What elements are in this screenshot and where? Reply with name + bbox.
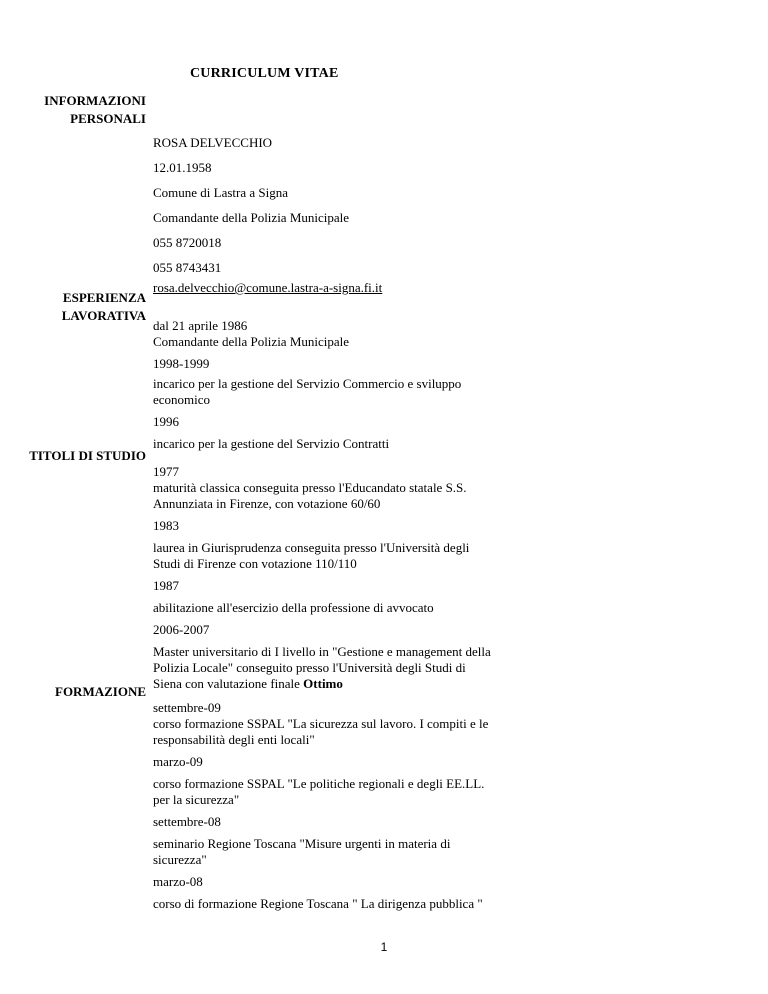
entry-date: 1996 xyxy=(153,414,179,429)
heading-line: TITOLI DI STUDIO xyxy=(29,448,146,463)
entry-text: economico xyxy=(153,392,211,407)
entry-text xyxy=(153,676,513,692)
final-grade: Ottimo xyxy=(303,676,343,691)
entry-date: 2006-2007 xyxy=(153,622,210,637)
birth-date: 12.01.1958 xyxy=(153,160,212,175)
entry-text: maturità classica conseguita presso l'Educandato statale S.S. xyxy=(153,480,467,495)
entry-text: corso di formazione Regione Toscana " La dirigenza pubblica " xyxy=(153,896,483,911)
entry-date: marzo-09 xyxy=(153,754,203,769)
entry-date: settembre-08 xyxy=(153,814,221,829)
section-heading-experience xyxy=(62,289,146,325)
entry-date: 1983 xyxy=(153,518,179,533)
entry-text: Master universitario di I livello in "Gestione e management della xyxy=(153,644,491,659)
entry-text: incarico per la gestione del Servizio Contratti xyxy=(153,436,390,451)
education-list xyxy=(153,464,513,692)
heading-line: FORMAZIONE xyxy=(55,684,146,699)
heading-line: PERSONALI xyxy=(70,111,146,126)
entry-text: corso formazione SSPAL "La sicurezza sul lavoro. I compiti e le xyxy=(153,716,489,731)
entry-date: 1998-1999 xyxy=(153,356,210,371)
entry-date: 1987 xyxy=(153,578,179,593)
entry-text: laurea in Giurisprudenza conseguita presso l'Università degli xyxy=(153,540,470,555)
page-number: 1 xyxy=(380,940,388,954)
training-list xyxy=(153,700,513,912)
entry-date: dal 21 aprile 1986 xyxy=(153,318,248,333)
entry-text: Comandante della Polizia Municipale xyxy=(153,334,350,349)
personal-info xyxy=(153,135,513,296)
entry-text: per la sicurezza" xyxy=(153,792,240,807)
entry-text: incarico per la gestione del Servizio Commercio e sviluppo xyxy=(153,376,462,391)
heading-line: ESPERIENZA xyxy=(62,290,146,305)
heading-line: LAVORATIVA xyxy=(61,308,146,323)
heading-line: INFORMAZIONI xyxy=(44,93,146,108)
section-heading-training xyxy=(55,683,146,701)
entry-text: corso formazione SSPAL "Le politiche regionali e degli EE.LL. xyxy=(153,776,485,791)
role: Comandante della Polizia Municipale xyxy=(153,210,350,225)
phone: 055 8720018 xyxy=(153,235,222,250)
entry-text: sicurezza" xyxy=(153,852,207,867)
entry-date: 1977 xyxy=(153,464,179,479)
entry-date: marzo-08 xyxy=(153,874,203,889)
fax: 055 8743431 xyxy=(153,260,222,275)
experience-list xyxy=(153,318,513,452)
employer: Comune di Lastra a Signa xyxy=(153,185,289,200)
person-name: ROSA DELVECCHIO xyxy=(153,135,273,150)
page-title: CURRICULUM VITAE xyxy=(190,66,339,81)
section-heading-personal xyxy=(44,92,146,128)
email-link[interactable]: rosa.delvecchio@comune.lastra-a-signa.fi.it xyxy=(153,280,383,295)
entry-text: responsabilità degli enti locali" xyxy=(153,732,315,747)
entry-text: seminario Regione Toscana "Misure urgenti in materia di xyxy=(153,836,451,851)
entry-text: Annunziata in Firenze, con votazione 60/60 xyxy=(153,496,381,511)
section-heading-education xyxy=(29,447,146,465)
entry-date: settembre-09 xyxy=(153,700,221,715)
entry-text: Studi di Firenze con votazione 110/110 xyxy=(153,556,357,571)
entry-text: abilitazione all'esercizio della professione di avvocato xyxy=(153,600,434,615)
entry-text: Polizia Locale" conseguito presso l'Università degli Studi di xyxy=(153,660,466,675)
entry-text-part: Siena con valutazione finale xyxy=(153,676,304,691)
